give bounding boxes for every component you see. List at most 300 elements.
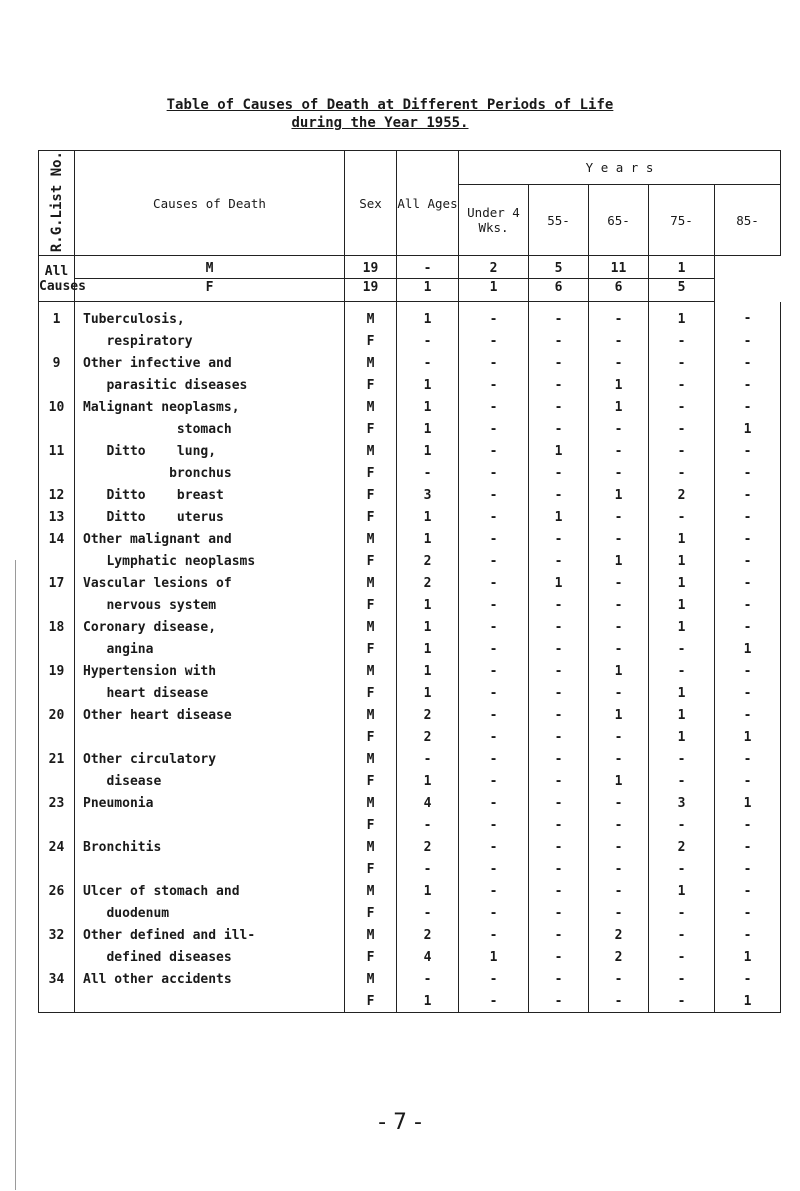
all-ages: 2: [397, 572, 459, 594]
row-number: [39, 462, 75, 484]
age-65: -: [589, 748, 649, 770]
all-ages: -: [397, 968, 459, 990]
age-75: -: [649, 330, 715, 352]
all-ages: 1: [397, 990, 459, 1013]
age-75: -: [649, 902, 715, 924]
age-75: -: [649, 814, 715, 836]
row-number: 12: [39, 484, 75, 506]
age-85: 1: [715, 418, 781, 440]
age-55: -: [529, 302, 589, 331]
cause-of-death: Bronchitis: [75, 836, 345, 858]
all-causes-sex: M F: [75, 256, 345, 302]
table-row: [39, 902, 781, 924]
row-number: 9: [39, 352, 75, 374]
age-65: -: [589, 880, 649, 902]
age-65: -: [589, 902, 649, 924]
all-causes-all-ages: 19 19: [345, 256, 397, 302]
age-85: -: [715, 770, 781, 792]
age-75: -: [649, 858, 715, 880]
age-85: -: [715, 704, 781, 726]
age-85: -: [715, 550, 781, 572]
causes-of-death-table: [38, 150, 781, 1013]
age-65: -: [589, 594, 649, 616]
age-75: 1: [649, 528, 715, 550]
age-75: 1: [649, 594, 715, 616]
age-under4wks: -: [459, 792, 529, 814]
sex: M: [345, 704, 397, 726]
age-65: -: [589, 352, 649, 374]
title-line-1: Table of Causes of Death at Different Periods of Life: [166, 97, 614, 113]
age-75: -: [649, 638, 715, 660]
sex: M: [345, 352, 397, 374]
table-row: [39, 858, 781, 880]
cause-of-death: Coronary disease,: [75, 616, 345, 638]
sex: F: [345, 682, 397, 704]
all-ages: 1: [397, 440, 459, 462]
age-65: -: [589, 858, 649, 880]
age-85: -: [715, 660, 781, 682]
all-ages: 1: [397, 880, 459, 902]
cause-of-death: Tuberculosis,: [75, 302, 345, 331]
age-55: -: [529, 726, 589, 748]
row-number: 17: [39, 572, 75, 594]
age-under4wks: -: [459, 528, 529, 550]
sex: M: [345, 440, 397, 462]
header-rg-list: R.G.List No.: [39, 151, 75, 256]
sex: M: [345, 968, 397, 990]
all-ages: -: [397, 462, 459, 484]
cause-of-death: bronchus: [75, 462, 345, 484]
age-65: 2: [589, 924, 649, 946]
all-ages: 1: [397, 506, 459, 528]
age-75: 1: [649, 302, 715, 331]
age-55: -: [529, 484, 589, 506]
all-ages: -: [397, 858, 459, 880]
age-55: -: [529, 836, 589, 858]
row-number: 13: [39, 506, 75, 528]
age-65: -: [589, 330, 649, 352]
age-65: -: [589, 616, 649, 638]
age-85: -: [715, 858, 781, 880]
table-row: [39, 792, 781, 814]
table-row: [39, 726, 781, 748]
age-55: -: [529, 704, 589, 726]
row-number: 21: [39, 748, 75, 770]
table-row: [39, 836, 781, 858]
age-85: -: [715, 352, 781, 374]
header-age-55: 55-: [529, 184, 589, 255]
age-85: -: [715, 440, 781, 462]
age-under4wks: -: [459, 352, 529, 374]
cause-of-death: Ditto uterus: [75, 506, 345, 528]
age-under4wks: -: [459, 858, 529, 880]
age-85: -: [715, 814, 781, 836]
sex: M: [345, 924, 397, 946]
all-ages: 1: [397, 682, 459, 704]
age-under4wks: -: [459, 506, 529, 528]
age-under4wks: -: [459, 924, 529, 946]
age-under4wks: -: [459, 418, 529, 440]
sex: F: [345, 594, 397, 616]
age-55: -: [529, 638, 589, 660]
title-line-2: during the Year 1955.: [291, 115, 469, 131]
sex: F: [345, 858, 397, 880]
age-85: -: [715, 968, 781, 990]
cause-of-death: Vascular lesions of: [75, 572, 345, 594]
row-number: 23: [39, 792, 75, 814]
header-age-75: 75-: [649, 184, 715, 255]
age-55: -: [529, 968, 589, 990]
age-75: -: [649, 352, 715, 374]
cause-of-death: All other accidents: [75, 968, 345, 990]
sex: F: [345, 902, 397, 924]
table-row: [39, 946, 781, 968]
cause-of-death: duodenum: [75, 902, 345, 924]
table-row: [39, 924, 781, 946]
row-number: 1: [39, 302, 75, 331]
row-number: [39, 330, 75, 352]
age-65: 2: [589, 946, 649, 968]
sex: F: [345, 330, 397, 352]
cause-of-death: defined diseases: [75, 946, 345, 968]
all-ages: 1: [397, 396, 459, 418]
age-75: 1: [649, 704, 715, 726]
table-row: [39, 616, 781, 638]
age-85: 1: [715, 990, 781, 1013]
age-65: -: [589, 726, 649, 748]
age-75: 3: [649, 792, 715, 814]
all-causes-75: 11 6: [589, 256, 649, 302]
sex: M: [345, 836, 397, 858]
row-number: 32: [39, 924, 75, 946]
table-row: [39, 814, 781, 836]
age-55: -: [529, 418, 589, 440]
sex: F: [345, 770, 397, 792]
age-75: -: [649, 770, 715, 792]
age-75: 1: [649, 880, 715, 902]
age-under4wks: -: [459, 704, 529, 726]
age-65: 1: [589, 660, 649, 682]
table-row: [39, 572, 781, 594]
header-age-85: 85-: [715, 184, 781, 255]
all-causes-55: 2 1: [459, 256, 529, 302]
row-number: 18: [39, 616, 75, 638]
all-ages: -: [397, 902, 459, 924]
header-causes: Causes of Death: [75, 151, 345, 256]
all-ages: 2: [397, 836, 459, 858]
age-55: -: [529, 990, 589, 1013]
all-ages: 4: [397, 792, 459, 814]
age-75: 1: [649, 572, 715, 594]
sex: M: [345, 880, 397, 902]
age-55: 1: [529, 572, 589, 594]
row-number: 26: [39, 880, 75, 902]
sex: M: [345, 748, 397, 770]
age-65: -: [589, 440, 649, 462]
row-number: [39, 770, 75, 792]
sex: M: [345, 616, 397, 638]
age-55: -: [529, 902, 589, 924]
age-under4wks: -: [459, 302, 529, 331]
age-75: -: [649, 660, 715, 682]
cause-of-death: [75, 726, 345, 748]
age-55: -: [529, 660, 589, 682]
age-85: -: [715, 594, 781, 616]
age-under4wks: -: [459, 902, 529, 924]
sex: F: [345, 462, 397, 484]
row-number: [39, 374, 75, 396]
sex: F: [345, 726, 397, 748]
all-ages: 2: [397, 704, 459, 726]
all-ages: 1: [397, 594, 459, 616]
sex: M: [345, 572, 397, 594]
age-75: -: [649, 968, 715, 990]
age-55: -: [529, 462, 589, 484]
table-row: [39, 594, 781, 616]
age-65: 1: [589, 484, 649, 506]
table-row: [39, 418, 781, 440]
age-under4wks: -: [459, 396, 529, 418]
age-85: 1: [715, 792, 781, 814]
all-ages: -: [397, 748, 459, 770]
cause-of-death: Other defined and ill-: [75, 924, 345, 946]
all-causes-85: 1 5: [649, 256, 715, 302]
age-under4wks: -: [459, 616, 529, 638]
age-65: -: [589, 572, 649, 594]
age-under4wks: -: [459, 660, 529, 682]
table-row: [39, 374, 781, 396]
age-55: -: [529, 924, 589, 946]
cause-of-death: Ulcer of stomach and: [75, 880, 345, 902]
age-75: -: [649, 462, 715, 484]
cause-of-death: Malignant neoplasms,: [75, 396, 345, 418]
all-ages: 3: [397, 484, 459, 506]
cause-of-death: Ditto breast: [75, 484, 345, 506]
age-55: -: [529, 880, 589, 902]
sex: M: [345, 528, 397, 550]
age-under4wks: -: [459, 462, 529, 484]
all-ages: -: [397, 352, 459, 374]
table-row: [39, 638, 781, 660]
table-row: [39, 330, 781, 352]
header-age-under4wks: Under 4 Wks.: [459, 184, 529, 255]
all-ages: -: [397, 330, 459, 352]
all-causes-label: All Causes: [39, 256, 75, 302]
age-85: -: [715, 330, 781, 352]
cause-of-death: disease: [75, 770, 345, 792]
cause-of-death: nervous system: [75, 594, 345, 616]
age-85: -: [715, 748, 781, 770]
row-number: [39, 814, 75, 836]
age-under4wks: 1: [459, 946, 529, 968]
age-85: 1: [715, 726, 781, 748]
table-row: [39, 484, 781, 506]
all-ages: 2: [397, 550, 459, 572]
sex: F: [345, 638, 397, 660]
row-number: [39, 726, 75, 748]
row-number: 14: [39, 528, 75, 550]
table-row: [39, 550, 781, 572]
age-75: 1: [649, 616, 715, 638]
cause-of-death: [75, 858, 345, 880]
cause-of-death: heart disease: [75, 682, 345, 704]
age-55: -: [529, 770, 589, 792]
age-under4wks: -: [459, 726, 529, 748]
age-75: -: [649, 374, 715, 396]
cause-of-death: angina: [75, 638, 345, 660]
age-85: -: [715, 462, 781, 484]
row-number: 10: [39, 396, 75, 418]
sex: F: [345, 506, 397, 528]
header-all-ages: All Ages: [397, 151, 459, 256]
header-sex: Sex: [345, 151, 397, 256]
age-75: -: [649, 924, 715, 946]
age-55: -: [529, 748, 589, 770]
row-number: [39, 902, 75, 924]
age-under4wks: -: [459, 638, 529, 660]
sex: M: [345, 660, 397, 682]
age-65: -: [589, 462, 649, 484]
age-under4wks: -: [459, 484, 529, 506]
table-row: [39, 506, 781, 528]
row-number: 11: [39, 440, 75, 462]
age-85: -: [715, 374, 781, 396]
sex: F: [345, 550, 397, 572]
cause-of-death: Other infective and: [75, 352, 345, 374]
age-65: -: [589, 814, 649, 836]
table-row: [39, 770, 781, 792]
age-under4wks: -: [459, 814, 529, 836]
age-75: 2: [649, 836, 715, 858]
age-under4wks: -: [459, 748, 529, 770]
all-causes-under4wks: - 1: [397, 256, 459, 302]
cause-of-death: Pneumonia: [75, 792, 345, 814]
table-row: [39, 682, 781, 704]
age-under4wks: -: [459, 880, 529, 902]
row-number: 34: [39, 968, 75, 990]
sex: F: [345, 418, 397, 440]
table-row: [39, 396, 781, 418]
table-row: [39, 990, 781, 1013]
row-number: 20: [39, 704, 75, 726]
age-85: -: [715, 902, 781, 924]
age-85: -: [715, 396, 781, 418]
page-edge-line: [15, 560, 16, 1190]
page-number: - 7 -: [378, 1110, 422, 1135]
age-65: -: [589, 506, 649, 528]
document-title: [0, 96, 800, 132]
all-ages: 1: [397, 418, 459, 440]
age-55: 1: [529, 440, 589, 462]
row-number: [39, 594, 75, 616]
age-65: 1: [589, 550, 649, 572]
age-75: -: [649, 418, 715, 440]
age-75: 1: [649, 682, 715, 704]
table-row: [39, 748, 781, 770]
age-55: -: [529, 616, 589, 638]
all-ages: 1: [397, 528, 459, 550]
sex: M: [345, 792, 397, 814]
age-65: -: [589, 792, 649, 814]
age-65: 1: [589, 396, 649, 418]
row-number: [39, 682, 75, 704]
all-ages: 4: [397, 946, 459, 968]
row-number: 24: [39, 836, 75, 858]
table-row: [39, 528, 781, 550]
age-55: -: [529, 594, 589, 616]
all-ages: 1: [397, 660, 459, 682]
table-body: [39, 302, 781, 1013]
age-65: 1: [589, 770, 649, 792]
row-number: 19: [39, 660, 75, 682]
cause-of-death: Ditto lung,: [75, 440, 345, 462]
table-header: [39, 151, 781, 256]
row-number: [39, 946, 75, 968]
age-85: -: [715, 572, 781, 594]
age-65: 1: [589, 374, 649, 396]
sex: F: [345, 484, 397, 506]
age-65: -: [589, 418, 649, 440]
cause-of-death: Other malignant and: [75, 528, 345, 550]
row-number: [39, 638, 75, 660]
age-65: -: [589, 682, 649, 704]
age-75: -: [649, 748, 715, 770]
table-row: [39, 302, 781, 331]
all-ages: 2: [397, 726, 459, 748]
age-55: -: [529, 814, 589, 836]
age-65: -: [589, 968, 649, 990]
age-55: -: [529, 792, 589, 814]
age-55: -: [529, 858, 589, 880]
sex: M: [345, 396, 397, 418]
sex: F: [345, 990, 397, 1013]
age-65: -: [589, 836, 649, 858]
header-age-65: 65-: [589, 184, 649, 255]
age-75: -: [649, 440, 715, 462]
table-row: [39, 462, 781, 484]
age-85: -: [715, 836, 781, 858]
age-under4wks: -: [459, 550, 529, 572]
age-under4wks: -: [459, 968, 529, 990]
age-75: 1: [649, 726, 715, 748]
cause-of-death: Hypertension with: [75, 660, 345, 682]
age-55: -: [529, 374, 589, 396]
row-number: [39, 418, 75, 440]
age-55: -: [529, 946, 589, 968]
table-row: [39, 660, 781, 682]
all-ages: 1: [397, 638, 459, 660]
age-75: 2: [649, 484, 715, 506]
age-55: -: [529, 550, 589, 572]
age-55: -: [529, 330, 589, 352]
sex: F: [345, 814, 397, 836]
age-under4wks: -: [459, 440, 529, 462]
age-under4wks: -: [459, 836, 529, 858]
all-ages: 1: [397, 616, 459, 638]
age-55: -: [529, 528, 589, 550]
cause-of-death: [75, 990, 345, 1013]
age-85: -: [715, 682, 781, 704]
age-55: -: [529, 682, 589, 704]
age-under4wks: -: [459, 594, 529, 616]
age-55: -: [529, 396, 589, 418]
row-number: [39, 990, 75, 1013]
table-row: [39, 880, 781, 902]
age-under4wks: -: [459, 770, 529, 792]
age-under4wks: -: [459, 330, 529, 352]
age-under4wks: -: [459, 990, 529, 1013]
row-number: [39, 550, 75, 572]
